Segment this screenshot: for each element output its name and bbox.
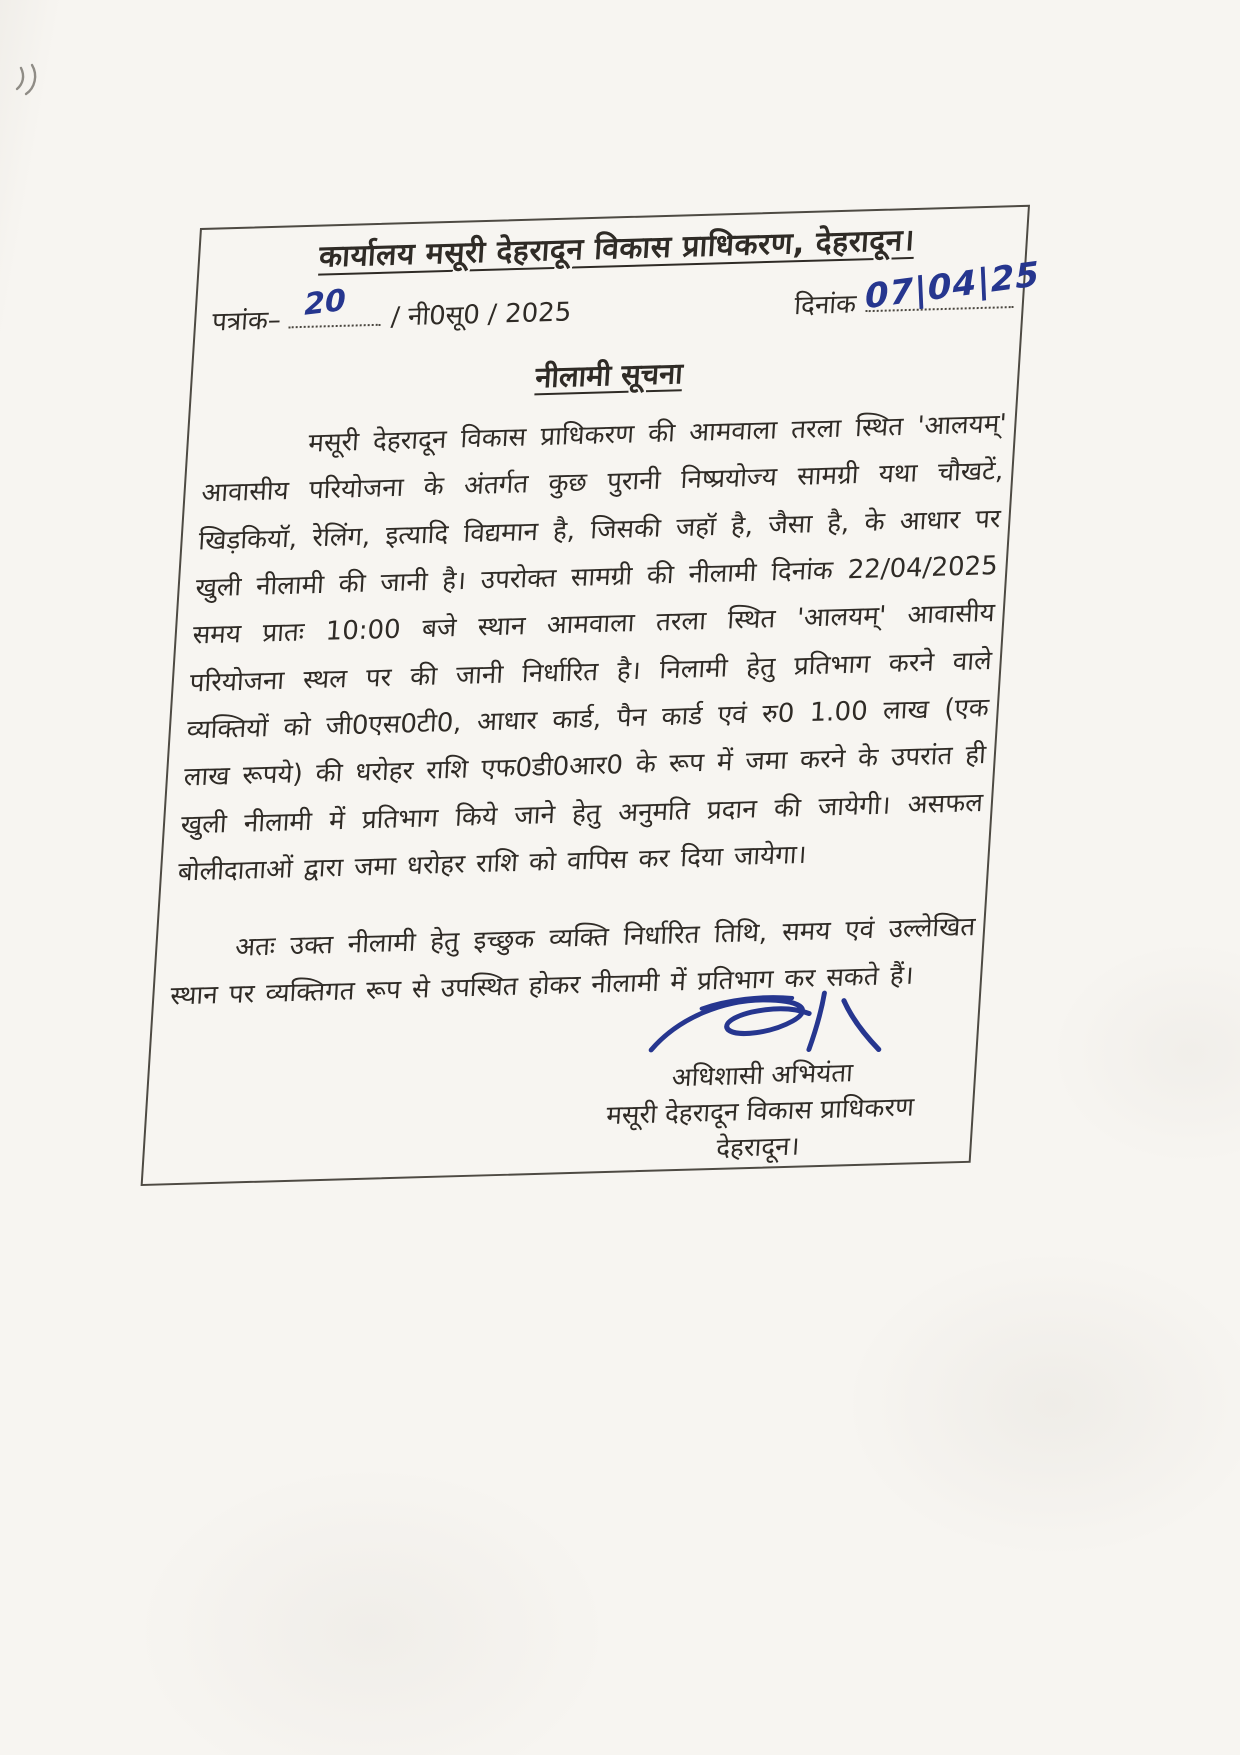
- pen-squiggle-mark: [12, 62, 46, 102]
- signatory-organization: मसूरी देहरादून विकास प्राधिकरण: [605, 1092, 915, 1132]
- signature-block: [547, 981, 978, 1172]
- reference-row: [211, 254, 1041, 338]
- notice-paragraph-1: मसूरी देहरादून विकास प्राधिकरण की आमवाला तरला स्थित 'आलयम्' आवासीय परियोजना के अंतर्गत कुछ पुरानी निष्प्रयोज्य सामग्री यथा चौखटें, खिड़कियॉ, रेलिंग, इत्यादि विद्यमान है, जिसकी जहॉ है, जैसा है, के आधार पर खुली नीलामी की जानी है। उपरोक्त सामग्री की नीलामी दिनांक 22/04/2025 समय प्रातः 10:00 बजे स्थान आमवाला तरला स्थित 'आलयम्' आवासीय परियोजना स्थल पर की जानी निर्धारित है। निलामी हेतु प्रतिभाग करने वाले व्यक्तियों को जी0एस0टी0, आधार कार्ड, पैन कार्ड एवं रु0 1.00 लाख (एक लाख रूपये) की धरोहर राशि एफ0डी0आर0 के रूप में जमा करने के उपरांत ही खुली नीलामी में प्रतिभाग किये जाने हेतु अनुमति प्रदान की जायेगी। असफल बोलीदाताओं द्वारा जमा धरोहर राशि को वापिस कर दिया जायेगा।: [177, 409, 1008, 888]
- date-line: [864, 254, 1041, 318]
- date-label: दिनांक: [793, 289, 858, 322]
- ref-number-line: [288, 283, 380, 329]
- notice-document: [141, 205, 1041, 1186]
- signatory-designation: अधिशासी अभियंता: [670, 1058, 854, 1094]
- ref-number-handwritten: 20: [303, 283, 347, 323]
- date-handwritten: 07|04|25: [864, 254, 1041, 318]
- ref-suffix: / नी0सू0 / 2025: [390, 297, 573, 333]
- signatory-place: देहरादून।: [715, 1131, 801, 1165]
- ref-label: पत्रांक–: [211, 305, 282, 338]
- office-title: कार्यालय मसूरी देहरादून विकास प्राधिकरण, देहरादून।: [318, 222, 916, 275]
- notice-paragraph-2: अतः उक्त नीलामी हेतु इच्छुक व्यक्ति निर्धारित तिथि, समय एवं उल्लेखित स्थान पर व्यक्तिगत रूप से उपस्थित होकर नीलामी में प्रतिभाग कर सकते हैं।: [169, 912, 977, 1012]
- date-group: [793, 254, 1041, 322]
- notice-heading: नीलामी सूचना: [534, 356, 684, 395]
